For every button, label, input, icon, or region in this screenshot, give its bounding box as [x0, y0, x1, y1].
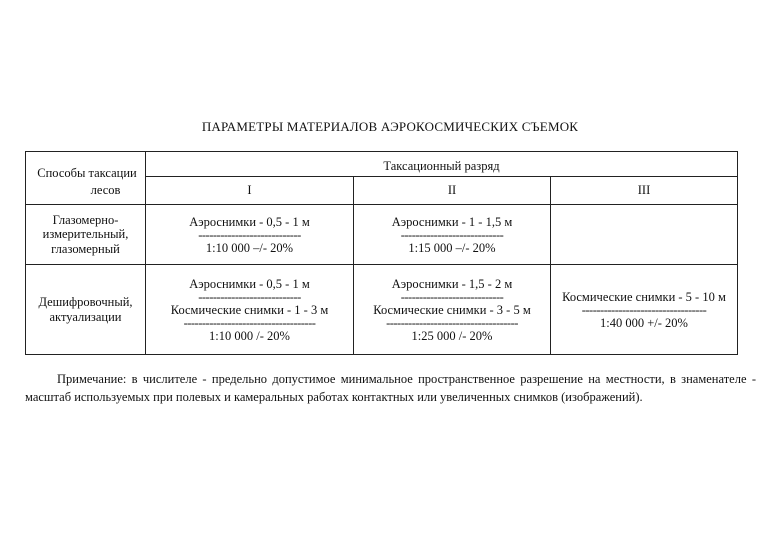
row1-method-line2: измерительный,: [42, 227, 129, 242]
row2-grade1-divider2: ------------------------------------: [183, 317, 316, 328]
row2-grade1-cell: [146, 265, 354, 355]
row-visual-method: [26, 205, 146, 265]
row1-method-line3: глазомерный: [51, 241, 120, 256]
row1-grade2-scale: 1:15 000 –/- 20%: [408, 240, 496, 255]
method-header-cell: [26, 152, 146, 205]
row2-grade3-scale: 1:40 000 +/- 20%: [600, 315, 688, 330]
row2-grade2-aerial: Аэроснимки - 1,5 - 2 м: [391, 276, 513, 291]
row1-grade2-resolution: Аэроснимки - 1 - 1,5 м: [391, 214, 513, 229]
row2-grade2-divider1: ----------------------------: [400, 291, 504, 302]
grade-col-3-header: III: [551, 177, 738, 205]
row1-grade1-resolution: Аэроснимки - 0,5 - 1 м: [189, 214, 310, 229]
row2-grade2-satellite: Космические снимки - 3 - 5 м: [373, 302, 531, 317]
row1-grade1-scale: 1:10 000 –/- 20%: [205, 240, 294, 255]
row1-grade2-cell: [354, 205, 551, 265]
grade-col-1-header: I: [146, 177, 354, 205]
row2-grade3-cell: [551, 265, 738, 355]
row1-grade1-cell: [146, 205, 354, 265]
table-note: Примечание: в числителе - предельно допустимое минимальное пространственное разрешение на местности, в знаменателе - масштаб используемых при полевых и камеральных работах контактных или увеличенных снимков (изображений).: [25, 372, 756, 404]
row1-method-line1: Глазомерно-: [52, 212, 119, 227]
row2-grade1-aerial: Аэроснимки - 0,5 - 1 м: [189, 276, 310, 291]
row2-grade3-satellite: Космические снимки - 5 - 10 м: [562, 289, 726, 304]
row2-grade1-satellite: Космические снимки - 1 - 3 м: [170, 302, 329, 317]
row2-method-line1: Дешифровочный,: [38, 295, 133, 309]
grade-col-2-header: II: [354, 177, 551, 205]
parameters-table: [25, 151, 738, 355]
grade-group-header: Таксационный разряд: [146, 152, 738, 177]
document-title: ПАРАМЕТРЫ МАТЕРИАЛОВ АЭРОКОСМИЧЕСКИХ СЪЕМОК: [201, 119, 579, 134]
row2-grade1-scale: 1:10 000 /- 20%: [209, 328, 290, 343]
row2-grade3-divider: ----------------------------------: [581, 304, 707, 315]
row1-grade2-divider: ----------------------------: [400, 229, 504, 240]
row2-grade1-divider1: ----------------------------: [198, 291, 301, 302]
row2-grade2-divider2: ------------------------------------: [386, 317, 518, 328]
method-header-line2: лесов: [90, 183, 121, 197]
method-header-line1: Способы таксации: [37, 166, 137, 180]
row-interpretation-method: [26, 265, 146, 355]
row2-grade2-scale: 1:25 000 /- 20%: [411, 328, 493, 343]
row1-grade1-divider: ----------------------------: [198, 229, 301, 240]
row2-grade2-cell: [354, 265, 551, 355]
row2-method-line2: актуализации: [49, 309, 122, 324]
row1-grade3-cell: [551, 205, 738, 265]
